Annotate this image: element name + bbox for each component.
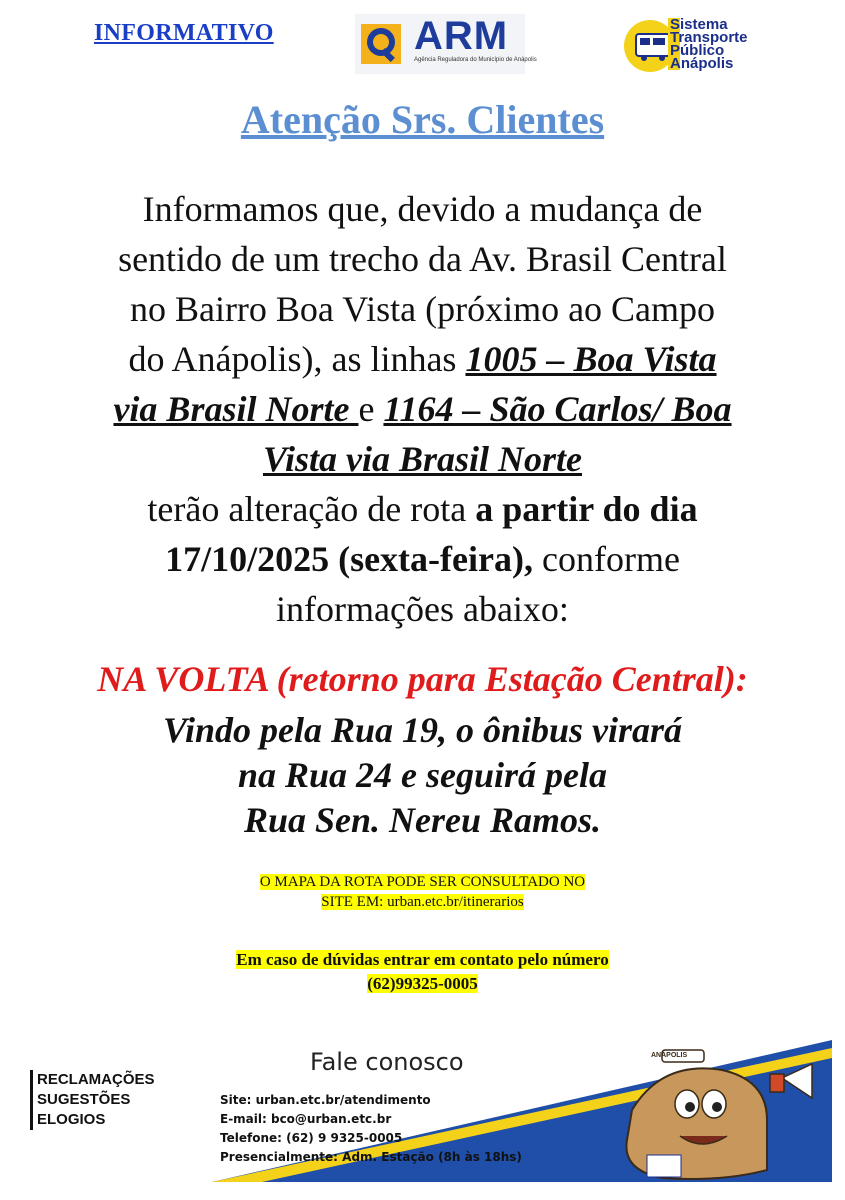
route-1164-label-cont: Vista via Brasil Norte bbox=[262, 439, 583, 479]
map-note bbox=[0, 872, 845, 912]
page-title: Atenção Srs. Clientes bbox=[240, 97, 605, 142]
stpa-line-4: Anápolis bbox=[670, 55, 734, 72]
volta-line: Rua Sen. Nereu Ramos. bbox=[243, 800, 602, 840]
label-reclamacoes: RECLAMAÇÕES bbox=[37, 1071, 155, 1088]
footer-presencial: Presencialmente: Adm. Estação (8h às 18hs) bbox=[220, 1150, 522, 1164]
bus-sign: ANÁPOLIS bbox=[651, 1052, 688, 1059]
arm-logo-subtitle: Agência Reguladora do Município de Anápolis bbox=[414, 57, 537, 63]
arm-logo-word: ARM bbox=[414, 14, 509, 58]
footer-contacts bbox=[220, 1091, 522, 1167]
body-line bbox=[30, 534, 815, 584]
stpa-logo bbox=[622, 14, 797, 74]
label-elogios: ELOGIOS bbox=[37, 1111, 106, 1128]
informativo-heading: INFORMATIVO bbox=[94, 20, 274, 46]
body-text-fragment: do Anápolis), as linhas bbox=[128, 339, 466, 379]
body-line bbox=[30, 384, 815, 434]
contact-note bbox=[0, 948, 845, 996]
start-date-phrase: a partir do dia bbox=[475, 489, 698, 529]
body-line: no Bairro Boa Vista (próximo ao Campo bbox=[129, 289, 716, 329]
footer-site: Site: urban.etc.br/atendimento bbox=[220, 1093, 431, 1107]
volta-description bbox=[0, 708, 845, 843]
body-line bbox=[30, 334, 815, 384]
body-text-fragment: e bbox=[358, 389, 384, 429]
footer-telefone: Telefone: (62) 9 9325-0005 bbox=[220, 1131, 403, 1145]
map-note-line: SITE EM: urban.etc.br/itinerarios bbox=[321, 894, 524, 910]
body-line bbox=[30, 434, 815, 484]
route-1005-label-cont: via Brasil Norte bbox=[113, 389, 359, 429]
body-text-fragment: terão alteração de rota bbox=[147, 489, 476, 529]
volta-line: Vindo pela Rua 19, o ônibus virará bbox=[162, 710, 683, 750]
body-line bbox=[30, 484, 815, 534]
map-note-line: O MAPA DA ROTA PODE SER CONSULTADO NO bbox=[259, 874, 586, 890]
volta-heading: NA VOLTA (retorno para Estação Central): bbox=[97, 659, 748, 699]
body-line: informações abaixo: bbox=[276, 589, 569, 629]
fale-conosco-title: Fale conosco bbox=[310, 1048, 464, 1076]
footer-email: E-mail: bco@urban.etc.br bbox=[220, 1112, 392, 1126]
body-text-fragment: conforme bbox=[532, 539, 680, 579]
stpa-line-1: Sistema bbox=[670, 16, 728, 33]
contact-phone: (62)99325-0005 bbox=[367, 974, 478, 993]
stpa-line-3: Público bbox=[670, 42, 725, 59]
body-line: sentido de um trecho da Av. Brasil Central bbox=[118, 239, 727, 279]
route-1005-label: 1005 – Boa Vista bbox=[465, 339, 717, 379]
label-sugestoes: SUGESTÕES bbox=[37, 1091, 131, 1108]
feedback-labels bbox=[30, 1070, 155, 1130]
volta-line: na Rua 24 e seguirá pela bbox=[237, 755, 608, 795]
notice-body bbox=[30, 184, 815, 634]
start-date: 17/10/2025 (sexta-feira), bbox=[165, 539, 533, 579]
route-1164-label: 1164 – São Carlos/ Boa bbox=[383, 389, 732, 429]
body-line: Informamos que, devido a mudança de bbox=[142, 189, 703, 229]
stpa-line-2: Transporte bbox=[670, 29, 748, 46]
contact-note-line: Em caso de dúvidas entrar em contato pelo número bbox=[236, 950, 609, 969]
